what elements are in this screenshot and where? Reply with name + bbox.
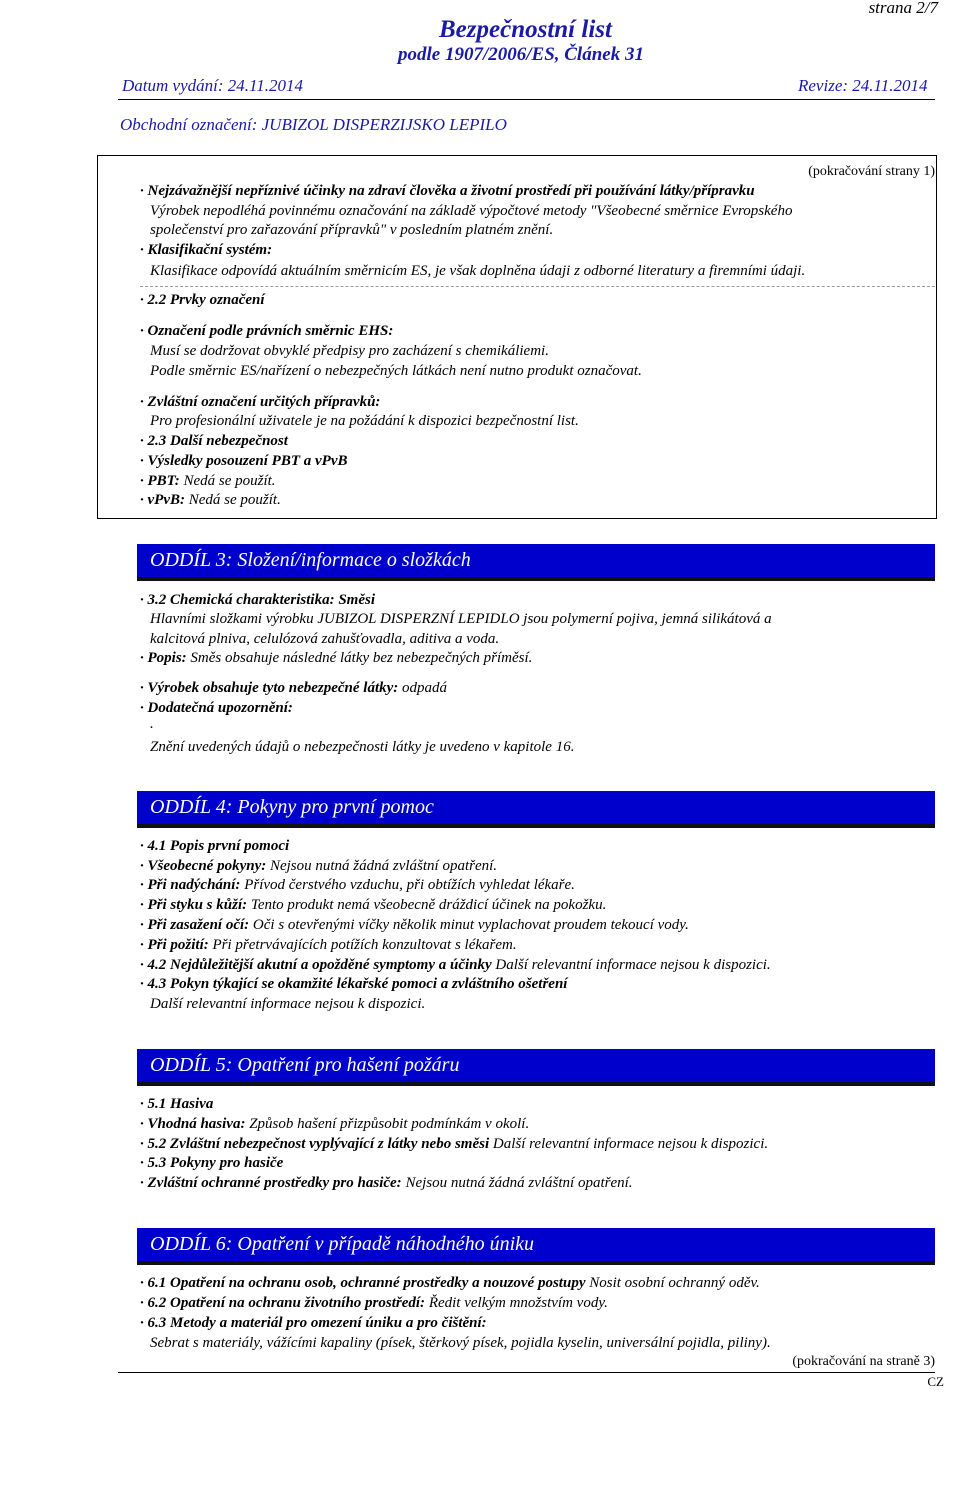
environmental-precautions-line (140, 1295, 608, 1312)
section-6-header (137, 1228, 935, 1265)
additional-notes-text: Znění uvedených údajů o nebezpečnosti látky je uvedeno v kapitole 16. (150, 739, 575, 755)
suitable-media-label: · Vhodná hasiva: (140, 1116, 246, 1132)
label-elements-heading: · 2.2 Prvky označení (140, 292, 265, 308)
language-code: CZ (927, 1374, 944, 1389)
skin-contact-value: Tento produkt nemá všeobecně dráždicí účinek na pokožku. (247, 897, 607, 913)
vpvb-line (140, 492, 281, 509)
containment-methods-text: Sebrat s materiály, vážícími kapaliny (písek, štěrkový písek, pojidla kyselin, universální pojidla, piliny). (150, 1335, 771, 1351)
hazardous-substances-value: odpadá (398, 680, 448, 696)
protective-equipment-label: · Zvláštní ochranné prostředky pro hasiče: (140, 1175, 402, 1191)
pbt-vpvb-heading: · Výsledky posouzení PBT a vPvB (140, 453, 348, 469)
section-4-title: ODDÍL 4: Pokyny pro první pomoc (150, 796, 434, 818)
suitable-media-line (140, 1116, 529, 1133)
composition-text-1: Hlavními složkami výrobku JUBIZOL DISPERZNÍ LEPIDLO jsou polymerní pojiva, jemná silikátová a (150, 611, 772, 627)
chemical-characterization-heading: · 3.2 Chemická charakteristika: Směsi (140, 592, 376, 608)
continuation-note: (pokračování strany 1) (808, 164, 935, 179)
suitable-media-value: Způsob hašení přizpůsobit podmínkám v okolí. (245, 1116, 530, 1132)
header-divider (118, 99, 935, 100)
ehs-labelling-text-2: Podle směrnic ES/nařízení o nebezpečných látkách není nutno produkt označovat. (150, 363, 642, 379)
medical-attention-heading: · 4.3 Pokyn týkající se okamžité lékařské pomoci a zvláštního ošetření (140, 976, 568, 992)
adverse-effects-text-2: společenství pro zařazování přípravků" v posledním platném znění. (150, 222, 554, 238)
additional-notes-dot: . (150, 716, 154, 732)
other-hazards-heading: · 2.3 Další nebezpečnost (140, 433, 288, 449)
hazardous-substances-label: · Výrobek obsahuje tyto nebezpečné látky: (140, 680, 399, 696)
containment-methods-heading: · 6.3 Metody a materiál pro omezení úniku a pro čištění: (140, 1315, 487, 1331)
adverse-effects-heading: · Nejzávažnější nepříznivé účinky na zdraví člověka a životní prostředí při používání látky/přípravku (140, 183, 755, 199)
section-5-header (137, 1049, 935, 1086)
special-hazards-line (140, 1136, 768, 1153)
skin-contact-line (140, 897, 606, 914)
environmental-precautions-label: · 6.2 Opatření na ochranu životního prostředí: (140, 1295, 426, 1311)
eye-contact-value: Oči s otevřenými víčky několik minut vyplachovat proudem tekoucí vody. (249, 917, 689, 933)
footer-divider (118, 1372, 935, 1373)
inhalation-label: · Při nadýchání: (140, 877, 241, 893)
composition-text-2: kalcitová plniva, celulózová zahušťovadla, aditiva a voda. (150, 631, 500, 647)
special-hazards-label: · 5.2 Zvláštní nebezpečnost vyplývající z látky nebo směsi (140, 1136, 490, 1152)
description-value: Směs obsahuje následné látky bez nebezpečných příměsí. (186, 650, 533, 666)
protective-equipment-line (140, 1175, 633, 1192)
ingestion-line (140, 937, 517, 954)
continued-note: (pokračování na straně 3) (792, 1354, 935, 1369)
general-info-line (140, 858, 497, 875)
document-title: Bezpečnostní list (439, 16, 612, 43)
document-subtitle: podle 1907/2006/ES, Článek 31 (398, 44, 644, 65)
medical-attention-text: Další relevantní informace nejsou k dispozici. (150, 996, 426, 1012)
hazardous-substances-line (140, 680, 447, 697)
trade-name: Obchodní označení: JUBIZOL DISPERZIJSKO LEPILO (120, 115, 507, 134)
section-6-title: ODDÍL 6: Opatření v případě náhodného úniku (150, 1233, 535, 1255)
special-hazards-value: Další relevantní informace nejsou k dispozici. (489, 1136, 769, 1152)
personal-precautions-value: Nosit osobní ochranný oděv. (585, 1275, 760, 1291)
extinguishing-media-heading: · 5.1 Hasiva (140, 1096, 214, 1112)
section-3-title: ODDÍL 3: Složení/informace o složkách (150, 549, 471, 571)
revision-date: Revize: 24.11.2014 (798, 76, 928, 95)
ehs-labelling-text-1: Musí se dodržovat obvyklé předpisy pro zacházení s chemikáliemi. (150, 343, 549, 359)
section-3-header (137, 544, 935, 581)
personal-precautions-line (140, 1275, 760, 1292)
inhalation-line (140, 877, 575, 894)
skin-contact-label: · Při styku s kůží: (140, 897, 248, 913)
symptoms-label: · 4.2 Nejdůležitější akutní a opožděné symptomy a účinky (140, 957, 492, 973)
page-number: strana 2/7 (868, 0, 938, 17)
ingestion-label: · Při požití: (140, 937, 209, 953)
special-labelling-text: Pro profesionální uživatele je na požádání k dispozici bezpečnostní list. (150, 413, 579, 429)
pbt-line (140, 473, 276, 490)
personal-precautions-label: · 6.1 Opatření na ochranu osob, ochranné prostředky a nouzové postupy (140, 1275, 586, 1291)
issue-date: Datum vydání: 24.11.2014 (122, 76, 303, 95)
section-4-header (137, 791, 935, 828)
first-aid-description-heading: · 4.1 Popis první pomoci (140, 838, 290, 854)
symptoms-value: Další relevantní informace nejsou k dispozici. (491, 957, 771, 973)
ingestion-value: Při přetrvávajících potížích konzultovat s lékařem. (208, 937, 517, 953)
description-label: · Popis: (140, 650, 187, 666)
classification-system-heading: · Klasifikační systém: (140, 242, 273, 258)
protective-equipment-value: Nejsou nutná žádná zvláštní opatření. (401, 1175, 633, 1191)
symptoms-line (140, 957, 771, 974)
environmental-precautions-value: Ředit velkým množstvím vody. (425, 1295, 608, 1311)
additional-notes-heading: · Dodatečná upozornění: (140, 700, 293, 716)
section-5-title: ODDÍL 5: Opatření pro hašení požáru (150, 1054, 460, 1076)
vpvb-label: · vPvB: (140, 492, 185, 508)
pbt-value: Nedá se použít. (179, 473, 276, 489)
description-line (140, 650, 532, 667)
classification-system-text: Klasifikace odpovídá aktuálním směrnicím ES, je však doplněna údaji z odborné literatury a firemními údaji. (150, 263, 806, 279)
eye-contact-line (140, 917, 689, 934)
pbt-label: · PBT: (140, 473, 180, 489)
inhalation-value: Přívod čerstvého vzduchu, při obtížích vyhledat lékaře. (240, 877, 575, 893)
adverse-effects-text-1: Výrobek nepodléhá povinnému označování na základě výpočtové metody "Všeobecné směrnice Evropského (150, 203, 793, 219)
ehs-labelling-heading: · Označení podle právních směrnic EHS: (140, 323, 394, 339)
eye-contact-label: · Při zasažení očí: (140, 917, 250, 933)
general-info-label: · Všeobecné pokyny: (140, 858, 267, 874)
general-info-value: Nejsou nutná žádná zvláštní opatření. (266, 858, 498, 874)
dashed-divider (140, 286, 935, 287)
firefighters-advice-heading: · 5.3 Pokyny pro hasiče (140, 1155, 284, 1171)
vpvb-value: Nedá se použít. (184, 492, 281, 508)
special-labelling-heading: · Zvláštní označení určitých přípravků: (140, 394, 381, 410)
